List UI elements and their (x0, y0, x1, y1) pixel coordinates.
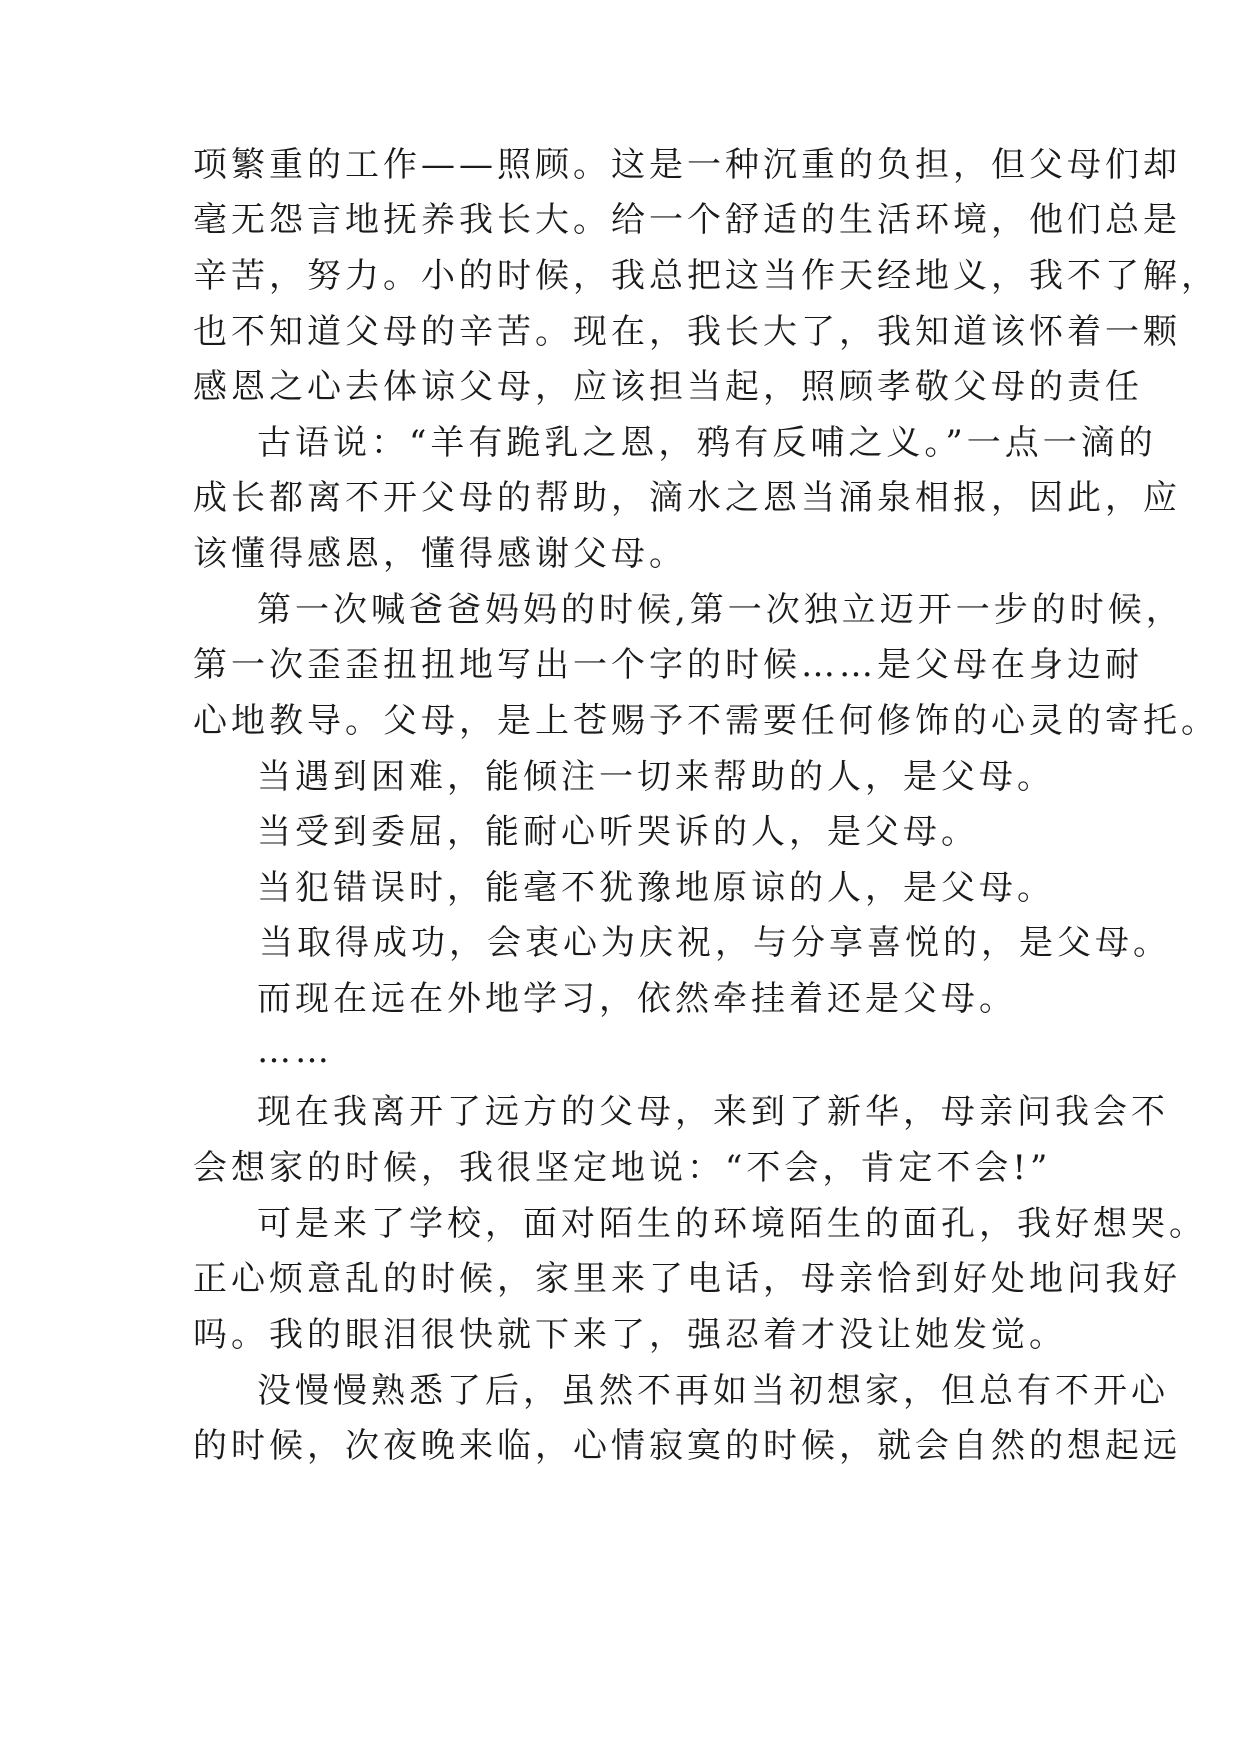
paragraph-start-line: 没慢慢熟悉了后，虽然不再如当初想家，但总有不开心 (257, 1371, 1169, 1411)
paragraph-start-line: 古语说：“羊有跪乳之恩，鸦有反哺之义。”一点一滴的 (257, 423, 1157, 463)
paragraph-start-line: 当遇到困难，能倾注一切来帮助的人，是父母。 (257, 757, 1055, 797)
text-line: 的时候，次夜晚来临，心情寂寞的时候，就会自然的想起远 (193, 1426, 1181, 1466)
text-line: 该懂得感恩，懂得感谢父母。 (193, 534, 687, 574)
text-line: 成长都离不开父母的帮助，滴水之恩当涌泉相报，因此，应 (193, 478, 1181, 518)
text-line: 辛苦，努力。小的时候，我总把这当作天经地义，我不了解， (193, 256, 1219, 296)
paragraph-start-line: 可是来了学校，面对陌生的环境陌生的面孔，我好想哭。 (257, 1204, 1207, 1244)
text-line: 项繁重的工作——照顾。这是一种沉重的负担，但父母们却 (193, 145, 1181, 185)
paragraph-start-line: 第一次喊爸爸妈妈的时候,第一次独立迈开一步的时候， (257, 590, 1184, 630)
ellipsis-line: …… (257, 1031, 333, 1071)
text-line: 会想家的时候，我很坚定地说：“不会，肯定不会!” (193, 1148, 1052, 1188)
text-line: 也不知道父母的辛苦。现在，我长大了，我知道该怀着一颗 (193, 312, 1181, 352)
paragraph-start-line: 而现在远在外地学习，依然牵挂着还是父母。 (257, 979, 1017, 1019)
paragraph-start-line: 当受到委屈，能耐心听哭诉的人，是父母。 (257, 812, 979, 852)
paragraph-start-line: 当取得成功，会衷心为庆祝，与分享喜悦的，是父母。 (259, 923, 1171, 963)
paragraph-start-line: 现在我离开了远方的父母，来到了新华，母亲问我会不 (257, 1092, 1169, 1132)
text-line: 毫无怨言地抚养我长大。给一个舒适的生活环境，他们总是 (193, 200, 1181, 240)
text-line: 吗。我的眼泪很快就下来了，强忍着才没让她发觉。 (193, 1315, 1067, 1355)
text-line: 心地教导。父母，是上苍赐予不需要任何修饰的心灵的寄托。 (193, 701, 1219, 741)
text-line: 感恩之心去体谅父母，应该担当起，照顾孝敬父母的责任 (193, 367, 1143, 407)
text-line: 正心烦意乱的时候，家里来了电话，母亲恰到好处地问我好 (193, 1259, 1181, 1299)
text-line: 第一次歪歪扭扭地写出一个字的时候……是父母在身边耐 (193, 645, 1143, 685)
paragraph-start-line: 当犯错误时，能毫不犹豫地原谅的人，是父母。 (257, 868, 1055, 908)
